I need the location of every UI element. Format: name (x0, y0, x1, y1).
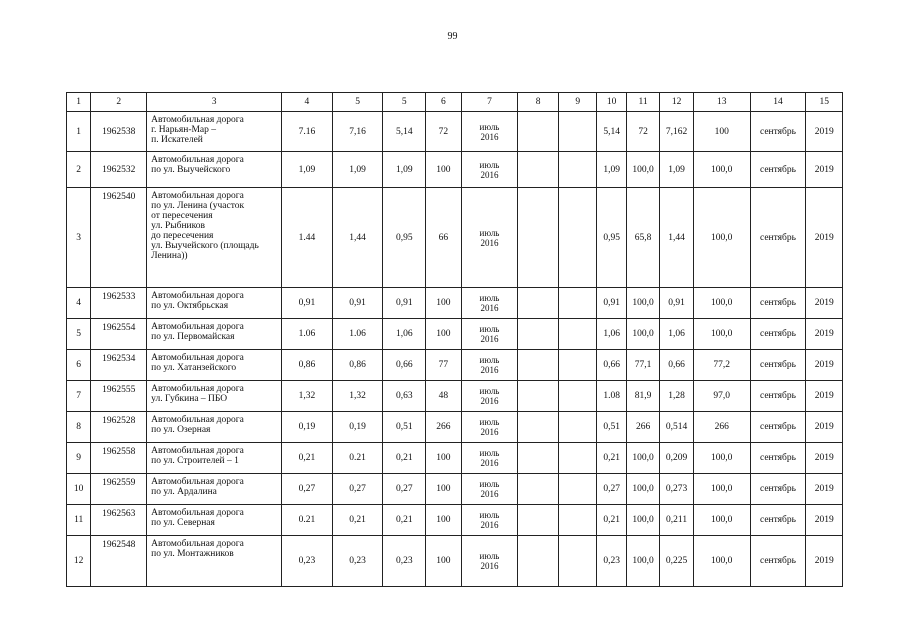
value-cell: 0,91 (332, 288, 383, 319)
year-text: 2016 (480, 334, 499, 344)
road-name (147, 412, 282, 443)
column-header: 4 (282, 93, 333, 112)
value-cell: 1.06 (282, 319, 333, 350)
road-name-line: по ул. Первомайская (151, 332, 235, 342)
value-cell: сентябрь (750, 188, 806, 288)
value-cell: 0,91 (660, 288, 693, 319)
table-row (67, 319, 843, 350)
value-cell (518, 381, 559, 412)
value-cell: 2019 (806, 381, 843, 412)
row-number: 10 (67, 474, 91, 505)
row-number: 2 (67, 152, 91, 188)
value-cell: 2019 (806, 350, 843, 381)
year-text: 2016 (480, 396, 499, 406)
value-cell: 100,0 (693, 443, 750, 474)
road-name (147, 152, 282, 188)
road-name-line: Автомобильная дорога (151, 415, 244, 425)
column-header: 14 (750, 93, 806, 112)
value-cell: 0,19 (282, 412, 333, 443)
value-cell: 100,0 (693, 152, 750, 188)
value-cell: 0,27 (597, 474, 626, 505)
row-number: 6 (67, 350, 91, 381)
road-name-line: Автомобильная дорога (151, 384, 244, 394)
row-number: 7 (67, 381, 91, 412)
year-text: 2016 (480, 237, 499, 248)
value-cell: 0,51 (597, 412, 626, 443)
value-cell: 266 (426, 412, 462, 443)
value-cell: 0,225 (660, 536, 693, 587)
date-cell (461, 505, 518, 536)
month-text: июль (479, 324, 500, 334)
table-row (67, 112, 843, 152)
value-cell (518, 188, 559, 288)
month-text: июль (479, 448, 500, 458)
column-header: 6 (426, 93, 462, 112)
row-number: 11 (67, 505, 91, 536)
value-cell: 266 (626, 412, 659, 443)
road-name (147, 443, 282, 474)
value-cell: 0,86 (282, 350, 333, 381)
value-cell: сентябрь (750, 412, 806, 443)
road-name-line: Ленина)) (151, 251, 188, 261)
row-number: 9 (67, 443, 91, 474)
value-cell: 77 (426, 350, 462, 381)
data-table (66, 92, 843, 587)
value-cell (558, 381, 597, 412)
value-cell: 5,14 (383, 112, 426, 152)
road-name-line: Автомобильная дорога (151, 353, 244, 363)
year-text: 2016 (480, 303, 499, 313)
road-name (147, 288, 282, 319)
value-cell: сентябрь (750, 443, 806, 474)
road-code: 1962533 (91, 288, 147, 319)
value-cell: 0,27 (383, 474, 426, 505)
header-row (67, 93, 843, 112)
value-cell: 0,21 (383, 443, 426, 474)
road-name-line: Автомобильная дорога (151, 322, 244, 332)
column-header: 8 (518, 93, 559, 112)
value-cell: сентябрь (750, 350, 806, 381)
value-cell: 2019 (806, 152, 843, 188)
year-text: 2016 (480, 427, 499, 437)
value-cell: 2019 (806, 112, 843, 152)
month-text: июль (479, 551, 500, 561)
value-cell: 100,0 (693, 188, 750, 288)
value-cell: сентябрь (750, 288, 806, 319)
year-text: 2016 (480, 561, 499, 571)
year-text: 2016 (480, 365, 499, 375)
date-cell (461, 319, 518, 350)
year-text: 2016 (480, 489, 499, 499)
value-cell: 0,27 (282, 474, 333, 505)
row-number: 12 (67, 536, 91, 587)
value-cell: 100,0 (693, 536, 750, 587)
value-cell (518, 536, 559, 587)
value-cell (558, 288, 597, 319)
date-cell (461, 188, 518, 288)
value-cell: 100 (426, 319, 462, 350)
road-name-line: ул. Выучейского (площадь (151, 241, 259, 251)
month-text: июль (479, 121, 500, 132)
road-code: 1962563 (91, 505, 147, 536)
value-cell: 100,0 (626, 443, 659, 474)
road-code: 1962532 (91, 152, 147, 188)
value-cell: 100,0 (626, 288, 659, 319)
table-row (67, 505, 843, 536)
road-name-line: по ул. Северная (151, 518, 215, 528)
value-cell: 81,9 (626, 381, 659, 412)
value-cell: 97,0 (693, 381, 750, 412)
road-name-line: по ул. Ардалина (151, 487, 217, 497)
value-cell: 5,14 (597, 112, 626, 152)
road-name-line: по ул. Монтажников (151, 549, 234, 559)
value-cell: сентябрь (750, 381, 806, 412)
value-cell: 2019 (806, 505, 843, 536)
value-cell: 0,95 (383, 188, 426, 288)
value-cell: 72 (426, 112, 462, 152)
value-cell: сентябрь (750, 112, 806, 152)
column-header: 5 (332, 93, 383, 112)
road-name (147, 381, 282, 412)
value-cell: 0,91 (383, 288, 426, 319)
value-cell: 0.21 (282, 505, 333, 536)
road-name (147, 112, 282, 152)
month-text: июль (479, 510, 500, 520)
date-cell (461, 112, 518, 152)
road-name (147, 319, 282, 350)
column-header: 12 (660, 93, 693, 112)
row-number: 4 (67, 288, 91, 319)
road-name-line: Автомобильная дорога (151, 539, 244, 549)
column-header: 13 (693, 93, 750, 112)
road-code: 1962548 (91, 536, 147, 587)
road-name-line: ул. Рыбников (151, 221, 205, 231)
value-cell: 0,23 (597, 536, 626, 587)
value-cell: 0,63 (383, 381, 426, 412)
road-name-line: по ул. Ленина (участок (151, 201, 245, 211)
value-cell: 48 (426, 381, 462, 412)
value-cell (558, 443, 597, 474)
column-header: 10 (597, 93, 626, 112)
value-cell: 100 (693, 112, 750, 152)
road-name (147, 505, 282, 536)
road-name-line: п. Искателей (151, 135, 203, 145)
value-cell (558, 412, 597, 443)
value-cell: сентябрь (750, 536, 806, 587)
road-name-line: Автомобильная дорога (151, 115, 244, 125)
value-cell: 0,23 (282, 536, 333, 587)
month-text: июль (479, 386, 500, 396)
value-cell (518, 288, 559, 319)
table-row (67, 443, 843, 474)
road-name-line: Автомобильная дорога (151, 155, 244, 165)
value-cell: 0,91 (282, 288, 333, 319)
value-cell: 100,0 (693, 474, 750, 505)
table-row (67, 381, 843, 412)
road-name-line: г. Нарьян-Мар – (151, 125, 217, 135)
date-cell (461, 152, 518, 188)
row-number: 8 (67, 412, 91, 443)
date-cell (461, 288, 518, 319)
value-cell: 100 (426, 536, 462, 587)
value-cell: сентябрь (750, 319, 806, 350)
value-cell: 1,06 (383, 319, 426, 350)
road-name (147, 188, 282, 288)
value-cell: 0,23 (332, 536, 383, 587)
value-cell: 100,0 (626, 536, 659, 587)
value-cell: 1,09 (597, 152, 626, 188)
value-cell: 0,209 (660, 443, 693, 474)
road-name-line: от пересечения (151, 211, 213, 221)
month-text: июль (479, 293, 500, 303)
value-cell (518, 152, 559, 188)
value-cell: 1.44 (282, 188, 333, 288)
value-cell: 100 (426, 152, 462, 188)
row-number: 3 (67, 188, 91, 288)
value-cell: 77,2 (693, 350, 750, 381)
value-cell: 2019 (806, 319, 843, 350)
column-header: 2 (91, 93, 147, 112)
table-row (67, 188, 843, 288)
value-cell: 0,66 (660, 350, 693, 381)
value-cell: 2019 (806, 474, 843, 505)
value-cell (558, 350, 597, 381)
road-code: 1962538 (91, 112, 147, 152)
value-cell: 1,32 (282, 381, 333, 412)
value-cell: 100 (426, 288, 462, 319)
value-cell: 2019 (806, 188, 843, 288)
column-header: 1 (67, 93, 91, 112)
value-cell: 2019 (806, 412, 843, 443)
value-cell: 0,66 (383, 350, 426, 381)
value-cell: 1,06 (660, 319, 693, 350)
road-name (147, 474, 282, 505)
table-body (67, 112, 843, 587)
value-cell: 7.16 (282, 112, 333, 152)
date-cell (461, 381, 518, 412)
value-cell: 1,06 (597, 319, 626, 350)
row-number: 1 (67, 112, 91, 152)
road-code: 1962534 (91, 350, 147, 381)
value-cell: 66 (426, 188, 462, 288)
road-name-line: по ул. Выучейского (151, 165, 231, 175)
value-cell: 1,44 (332, 188, 383, 288)
value-cell (518, 319, 559, 350)
value-cell: 100,0 (693, 505, 750, 536)
table-row (67, 412, 843, 443)
value-cell: 0,21 (597, 505, 626, 536)
month-text: июль (479, 355, 500, 365)
month-text: июль (479, 227, 500, 238)
road-name (147, 536, 282, 587)
value-cell: 0,21 (597, 443, 626, 474)
road-name-line: Автомобильная дорога (151, 291, 244, 301)
value-cell: 0,514 (660, 412, 693, 443)
page-number: 99 (447, 31, 458, 42)
value-cell: 2019 (806, 288, 843, 319)
value-cell: 72 (626, 112, 659, 152)
month-text: июль (479, 159, 500, 170)
road-code: 1962558 (91, 443, 147, 474)
value-cell: 0,95 (597, 188, 626, 288)
value-cell: сентябрь (750, 505, 806, 536)
value-cell: 100 (426, 443, 462, 474)
road-name-line: по ул. Октябрьская (151, 301, 229, 311)
value-cell: 0,66 (597, 350, 626, 381)
date-cell (461, 474, 518, 505)
value-cell: 0.21 (332, 443, 383, 474)
value-cell (558, 536, 597, 587)
date-cell (461, 536, 518, 587)
road-name-line: по ул. Строителей – 1 (151, 456, 239, 466)
column-header: 3 (147, 93, 282, 112)
value-cell: 0,19 (332, 412, 383, 443)
value-cell: 0,21 (282, 443, 333, 474)
road-code: 1962528 (91, 412, 147, 443)
year-text: 2016 (480, 520, 499, 530)
road-name-line: Автомобильная дорога (151, 477, 244, 487)
value-cell: 1,09 (660, 152, 693, 188)
value-cell: 0,91 (597, 288, 626, 319)
value-cell: 100,0 (693, 319, 750, 350)
value-cell: 100,0 (626, 474, 659, 505)
month-text: июль (479, 417, 500, 427)
value-cell: 1,44 (660, 188, 693, 288)
value-cell: 100,0 (693, 288, 750, 319)
value-cell: 1,32 (332, 381, 383, 412)
value-cell: 0,211 (660, 505, 693, 536)
value-cell (518, 112, 559, 152)
road-name-line: по ул. Хатанзейского (151, 363, 237, 373)
table-row (67, 152, 843, 188)
table-row (67, 536, 843, 587)
road-code: 1962559 (91, 474, 147, 505)
value-cell: 0,273 (660, 474, 693, 505)
value-cell: сентябрь (750, 474, 806, 505)
value-cell: 100,0 (626, 505, 659, 536)
value-cell: 0,27 (332, 474, 383, 505)
road-code: 1962540 (91, 188, 147, 288)
value-cell (558, 152, 597, 188)
value-cell (518, 412, 559, 443)
value-cell (518, 505, 559, 536)
value-cell: 1,09 (282, 152, 333, 188)
value-cell: 0,23 (383, 536, 426, 587)
value-cell (558, 474, 597, 505)
value-cell: 100,0 (626, 319, 659, 350)
value-cell (558, 319, 597, 350)
date-cell (461, 412, 518, 443)
road-name-line: Автомобильная дорога (151, 191, 244, 201)
value-cell: 0,86 (332, 350, 383, 381)
value-cell: 0,21 (332, 505, 383, 536)
year-text: 2016 (480, 458, 499, 468)
value-cell (518, 443, 559, 474)
value-cell (558, 112, 597, 152)
value-cell: 2019 (806, 443, 843, 474)
road-name-line: Автомобильная дорога (151, 508, 244, 518)
value-cell: 100 (426, 505, 462, 536)
value-cell: 1.08 (597, 381, 626, 412)
column-header: 11 (626, 93, 659, 112)
year-text: 2016 (480, 131, 499, 142)
value-cell (518, 350, 559, 381)
road-name-line: Автомобильная дорога (151, 446, 244, 456)
value-cell: 1.06 (332, 319, 383, 350)
column-header: 9 (558, 93, 597, 112)
row-number: 5 (67, 319, 91, 350)
road-name-line: по ул. Озерная (151, 425, 211, 435)
road-code: 1962555 (91, 381, 147, 412)
date-cell (461, 443, 518, 474)
month-text: июль (479, 479, 500, 489)
date-cell (461, 350, 518, 381)
road-name (147, 350, 282, 381)
value-cell: 65,8 (626, 188, 659, 288)
value-cell: 100,0 (626, 152, 659, 188)
value-cell: 2019 (806, 536, 843, 587)
table-row (67, 474, 843, 505)
value-cell: 77,1 (626, 350, 659, 381)
column-header: 15 (806, 93, 843, 112)
value-cell: 100 (426, 474, 462, 505)
value-cell: 1,09 (332, 152, 383, 188)
road-name-line: ул. Губкина – ПБО (151, 394, 228, 404)
year-text: 2016 (480, 169, 499, 180)
value-cell (558, 505, 597, 536)
column-header: 7 (461, 93, 518, 112)
value-cell: 1,28 (660, 381, 693, 412)
value-cell: 0,21 (383, 505, 426, 536)
value-cell: 7,16 (332, 112, 383, 152)
column-header: 5 (383, 93, 426, 112)
road-code: 1962554 (91, 319, 147, 350)
table-row (67, 350, 843, 381)
value-cell (558, 188, 597, 288)
value-cell: сентябрь (750, 152, 806, 188)
value-cell: 0,51 (383, 412, 426, 443)
table-row (67, 288, 843, 319)
value-cell: 266 (693, 412, 750, 443)
road-name-line: до пересечения (151, 231, 214, 241)
value-cell: 1,09 (383, 152, 426, 188)
value-cell (518, 474, 559, 505)
value-cell: 7,162 (660, 112, 693, 152)
